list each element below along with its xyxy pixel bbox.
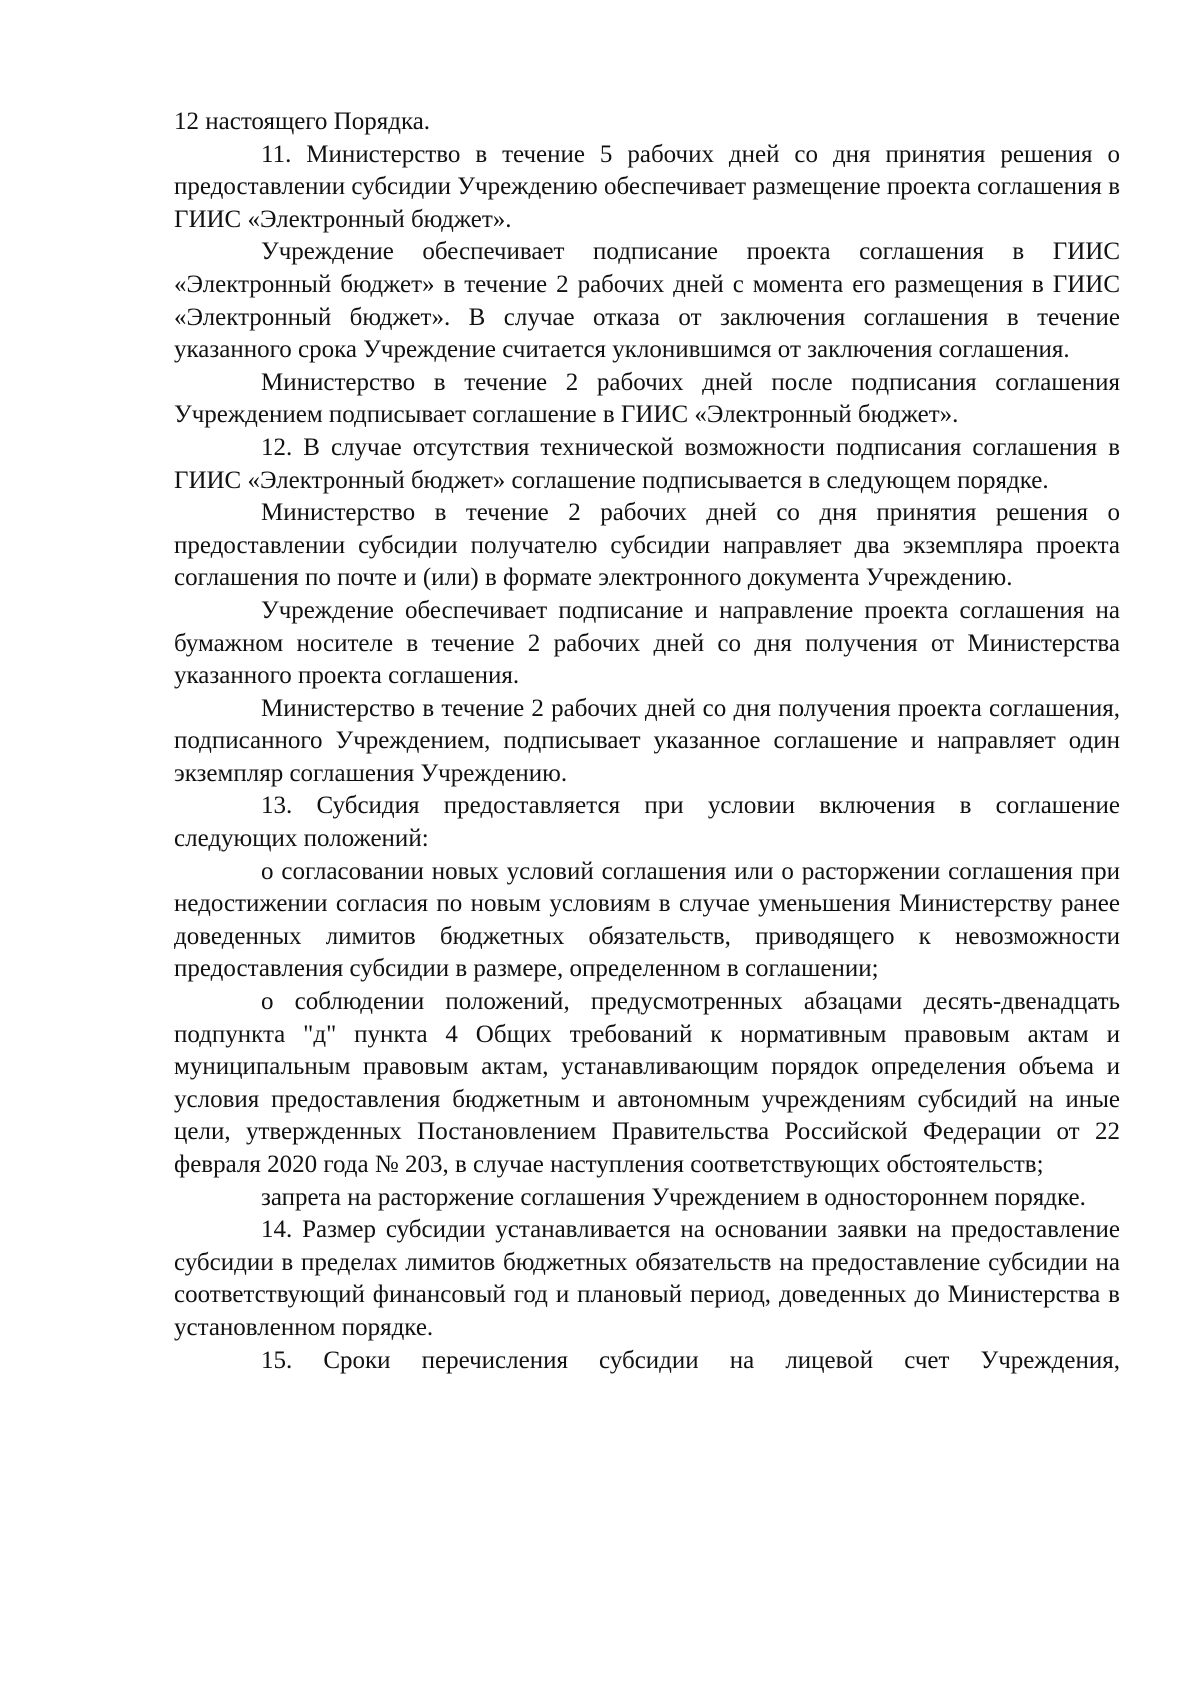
paragraph-clause-termination-ban: запрета на расторжение соглашения Учреждением в одностороннем порядке. <box>261 1183 1086 1211</box>
paragraph-item-13: 13. Субсидия предоставляется при условии включения в соглашение следующих положений: <box>174 792 1120 853</box>
paragraph-ministry-sends-copies: Министерство в течение 2 рабочих дней со дня принятия решения о предоставлении субсидии получателю субсидии направляет два экземпляра проекта соглашения по почте и (или) в формате электронного документа Учреждению. <box>174 499 1120 592</box>
paragraph-clause-compliance: о соблюдении положений, предусмотренных абзацами десять-двенадцать подпункта "д" пункта 4 Общих требований к нормативным правовым актам и муниципальным правовым актам, устанавливающим порядок определения объема и условия предоставления бюджетным и автономным учреждениям субсидий на иные цели, утвержденных Постановлением Правительства Российской Федерации от 22 февраля 2020 года № 203, в случае наступления соответствующих обстоятельств; <box>174 988 1120 1178</box>
paragraph-item-11: 11. Министерство в течение 5 рабочих дней со дня принятия решения о предоставлении субсидии Учреждению обеспечивает размещение проекта соглашения в ГИИС «Электронный бюджет». <box>174 140 1120 233</box>
paragraph-continuation: 12 настоящего Порядка. <box>174 108 431 135</box>
paragraph-institution-signing: Учреждение обеспечивает подписание проекта соглашения в ГИИС «Электронный бюджет» в течение 2 рабочих дней с момента его размещения в ГИИС «Электронный бюджет». В случае отказа от заключения соглашения в течение указанного срока Учреждение считается уклонившимся от заключения соглашения. <box>174 238 1120 364</box>
paragraph-institution-paper-signing: Учреждение обеспечивает подписание и направление проекта соглашения на бумажном носителе в течение 2 рабочих дней со дня получения от Министерства указанного проекта соглашения. <box>174 596 1120 690</box>
paragraph-ministry-signing: Министерство в течение 2 рабочих дней после подписания соглашения Учреждением подписывает соглашение в ГИИС «Электронный бюджет». <box>174 368 1120 429</box>
paragraph-clause-new-conditions: о согласовании новых условий соглашения или о расторжении соглашения при недостижении согласия по новым условиям в случае уменьшения Министерству ранее доведенных лимитов бюджетных обязательств, приводящего к невозможности предоставления субсидии в размере, определенном в соглашении; <box>174 857 1120 983</box>
paragraph-ministry-returns-copy: Министерство в течение 2 рабочих дней со дня получения проекта соглашения, подписанного Учреждением, подписывает указанное соглашение и направляет один экземпляр соглашения Учреждению. <box>174 694 1120 787</box>
paragraph-item-14: 14. Размер субсидии устанавливается на основании заявки на предоставление субсидии в пределах лимитов бюджетных обязательств на предоставление субсидии на соответствующий финансовый год и плановый период, доведенных до Министерства в установленном порядке. <box>174 1216 1120 1341</box>
document-page <box>174 106 1120 1377</box>
paragraph-item-15: 15. Сроки перечисления субсидии на лицевой счет Учреждения, <box>261 1346 1120 1374</box>
paragraph-item-12: 12. В случае отсутствия технической возможности подписания соглашения в ГИИС «Электронный бюджет» соглашение подписывается в следующем порядке. <box>174 433 1120 494</box>
